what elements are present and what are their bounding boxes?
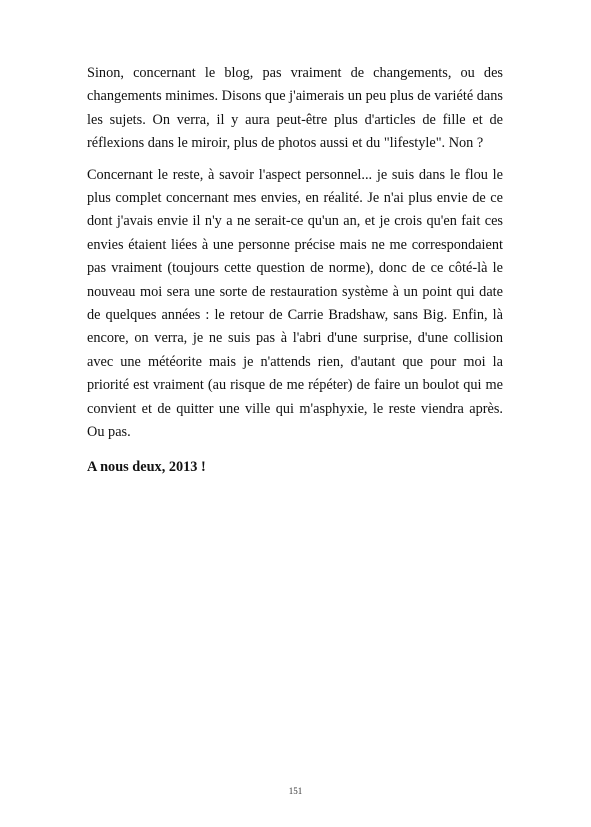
paragraph-blog: Sinon, concernant le blog, pas vraiment de changements, ou des changements minimes. Disons que j'aimerais un peu plus de variété dans les sujets. On verra, il y aura peut-être plus d'articles de fille et de réflexions dans le miroir, plus de photos aussi et du "lifestyle". Non ? [87, 65, 503, 152]
closing-line: A nous deux, 2013 ! [87, 458, 206, 475]
page-number: 151 [288, 786, 303, 796]
paragraph-personal: Concernant le reste, à savoir l'aspect personnel... je suis dans le flou le plus complet concernant mes envies, en réalité. Je n'ai plus envie de ce dont j'avais envie il n'y a ne serait-ce qu'un an, et je crois qu'en fait ces envies étaient liées à une personne précise mais ne me correspondaient pas vraiment (toujours cette question de norme), donc de ce côté-là le nouveau moi sera une sorte de restauration système à un point qui date de quelques années : le retour de Carrie Bradshaw, sans Big. Enfin, là encore, on verra, je ne suis pas à l'abri d'une surprise, d'une collision avec une météorite mais je n'attends rien, d'autant que pour moi la priorité est vraiment (au risque de me répéter) de faire un boulot qui me convient et de quitter une ville qui m'asphyxie, le reste viendra après. Ou pas. [87, 166, 503, 441]
page-body [87, 62, 503, 479]
